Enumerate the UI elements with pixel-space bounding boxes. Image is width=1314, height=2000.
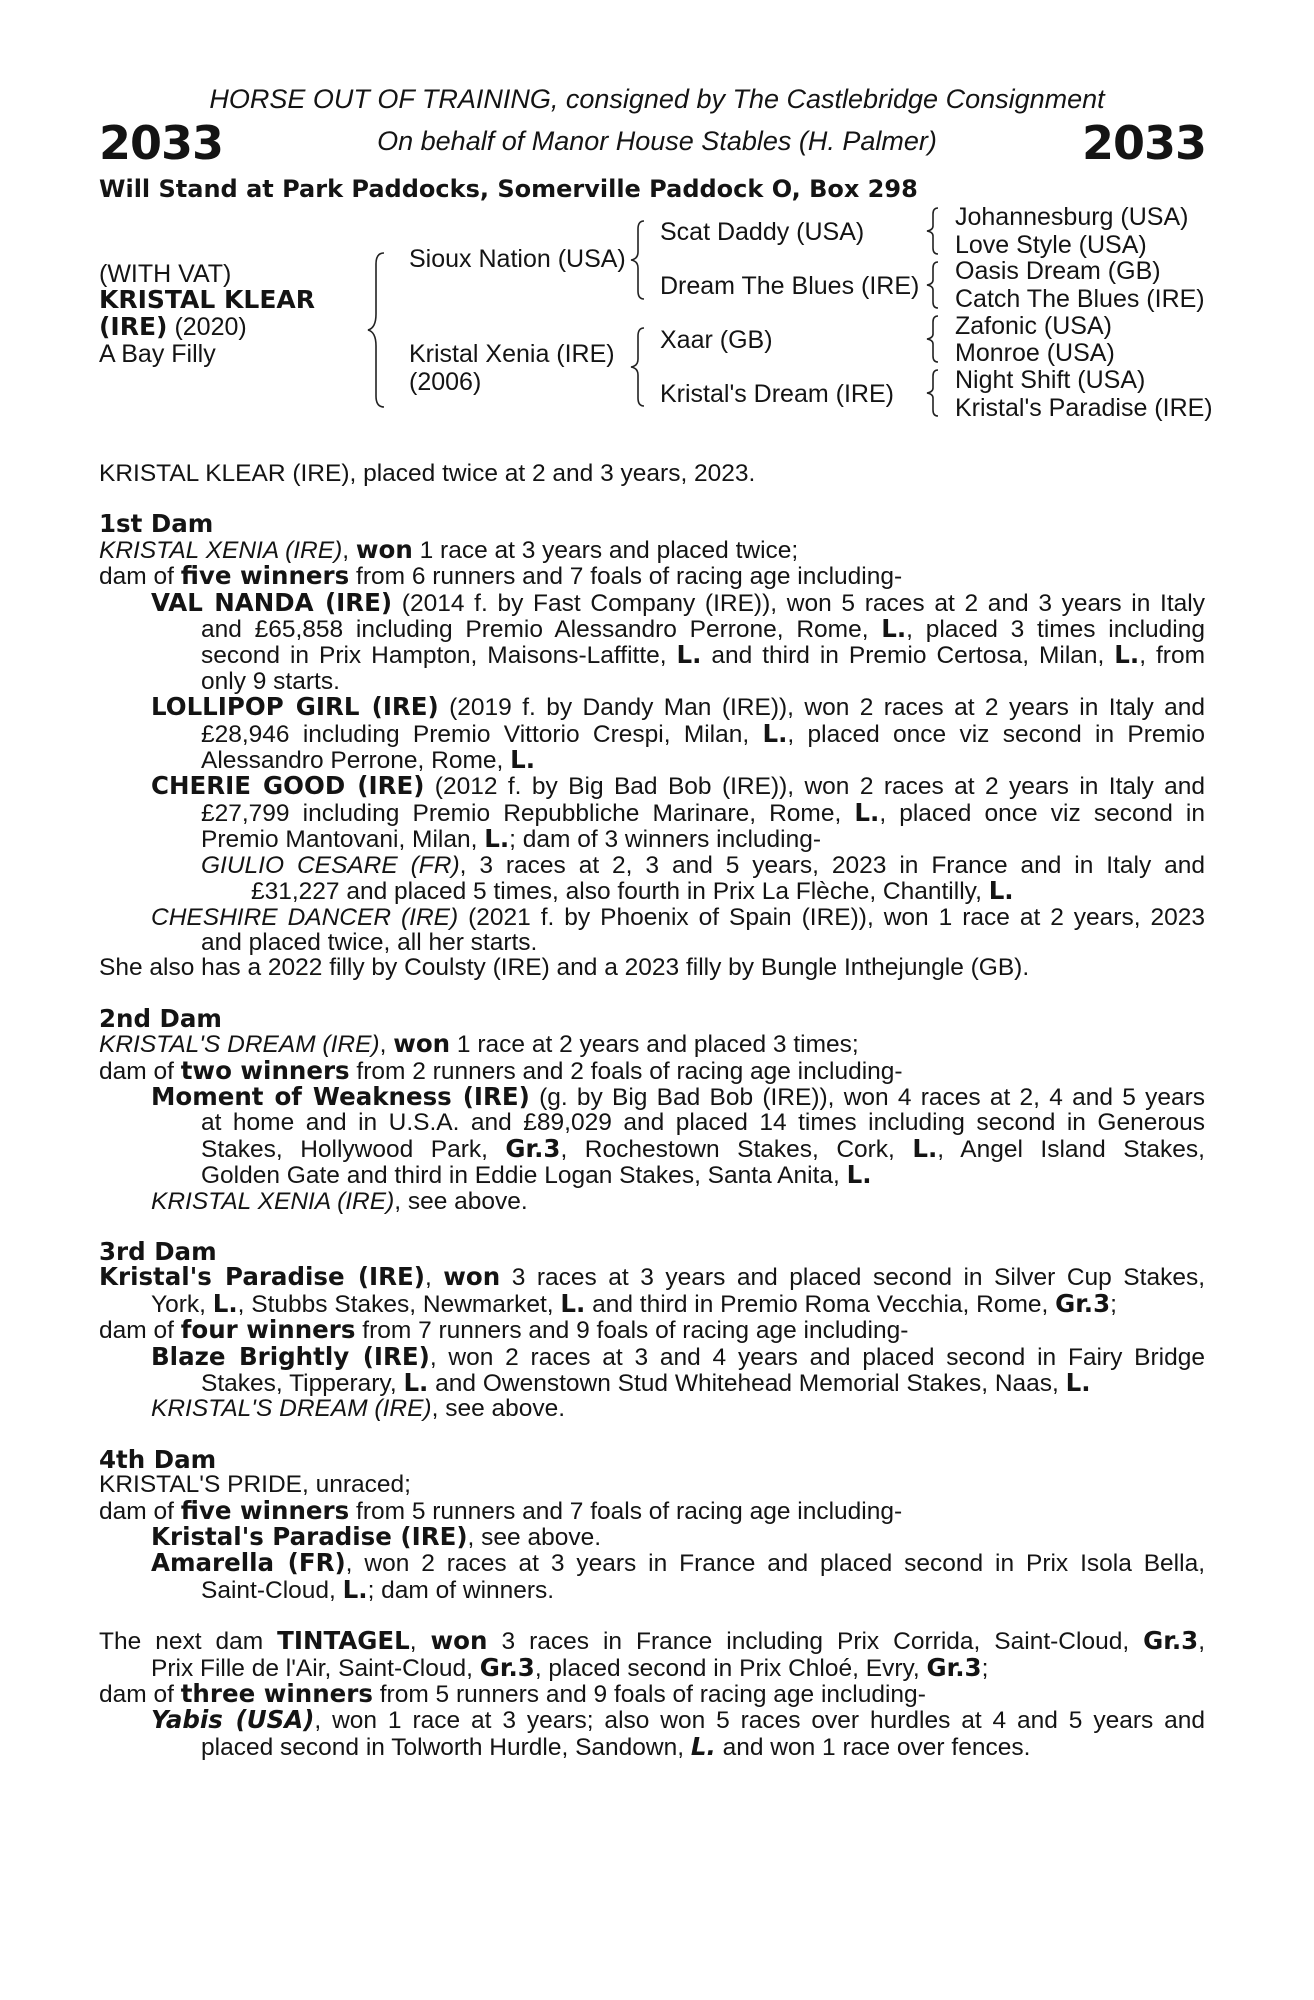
second-dam-section: 2nd Dam KRISTAL'S DREAM (IRE), won 1 race at 2 years and placed 3 times; dam of two winners from 2 runners and 2 foals of racing age including- Moment of Weakness (IRE) (g. by Big Bad Bob (IRE)), won 4 races at 2, 4 and 5 years at home and in U.S.A. and £89,029 and placed 14 times including second in Generous Stakes, Hollywood Park, Gr.3, Rochestown Stakes, Cork, L., Angel Island Stakes, Golden Gate and third in Eddie Logan Stakes, Santa Anita, L. KRISTAL XENIA (IRE), see above. <box>99 1003 1205 1215</box>
produce-entry: Moment of Weakness (IRE) (g. by Big Bad Bob (IRE)), won 4 races at 2, 4 and 5 years <box>151 1081 1205 1111</box>
fourth-dam-section: 4th Dam KRISTAL'S PRIDE, unraced; dam of five winners from 5 runners and 7 foals of racing age including- Kristal's Paradise (IRE), see above. Amarella (FR), won 2 races at 3 years in France and placed second in Prix Isola Bella, Saint-Cloud, L.; dam of winners. <box>99 1444 1206 1604</box>
next-dam-produce: dam of three winners from 5 runners and 9 foals of racing age including- <box>99 1679 926 1709</box>
sire: Sioux Nation (USA) <box>409 245 626 273</box>
third-dam-heading: 3rd Dam <box>99 1236 217 1266</box>
gg-6: Monroe (USA) <box>955 339 1115 367</box>
produce-entry: CHESHIRE DANCER (IRE) (2021 f. by Phoenix of Spain (IRE)), won 1 race at 2 years, 2023 <box>151 903 1205 931</box>
dam: Kristal Xenia (IRE) <box>409 340 615 368</box>
horse-origin: (IRE) (2020) <box>99 312 247 341</box>
consignor-line: HORSE OUT OF TRAINING, consigned by The Castlebridge Consignment <box>209 84 1105 114</box>
sire-sire: Scat Daddy (USA) <box>660 218 865 246</box>
produce-entry: Yabis (USA), won 1 race at 3 years; also won 5 races over hurdles at 4 and 5 years and <box>151 1705 1205 1735</box>
produce-entry: CHERIE GOOD (IRE) (2012 f. by Big Bad Bob (IRE)), won 2 races at 2 years in Italy and <box>151 771 1206 801</box>
lot-number-left: 2033 <box>99 116 224 170</box>
stand-location: Will Stand at Park Paddocks, Somerville Paddock O, Box 298 <box>99 175 918 203</box>
fourth-dam-heading: 4th Dam <box>99 1444 217 1474</box>
gg-7: Night Shift (USA) <box>955 366 1146 394</box>
gg-4: Catch The Blues (IRE) <box>955 285 1205 313</box>
gg-3: Oasis Dream (GB) <box>955 257 1161 285</box>
gg-5: Zafonic (USA) <box>955 312 1112 340</box>
gg-8: Kristal's Paradise (IRE) <box>955 394 1213 422</box>
produce-entry: KRISTAL XENIA (IRE), see above. <box>151 1187 528 1215</box>
brace-g2 <box>924 259 946 311</box>
produce-entry: Kristal's Paradise (IRE), see above. <box>151 1522 602 1552</box>
gg-1: Johannesburg (USA) <box>955 203 1189 231</box>
first-dam-heading: 1st Dam <box>99 509 214 539</box>
first-dam-record: KRISTAL XENIA (IRE), won 1 race at 3 years and placed twice; <box>99 534 799 564</box>
produce-entry: KRISTAL'S DREAM (IRE), see above. <box>151 1395 566 1423</box>
second-dam-produce: dam of two winners from 2 runners and 2 foals of racing age including- <box>99 1055 903 1085</box>
first-dam-produce: dam of five winners from 6 runners and 7 foals of racing age including- <box>99 561 903 591</box>
next-dam-section: The next dam TINTAGEL, won 3 races in France including Prix Corrida, Saint-Cloud, Gr.3, Prix Fille de l'Air, Saint-Cloud, Gr.3, placed second in Prix Chloé, Evry, Gr.3; dam of three winners from 5 runners and 9 foals of racing age including- Yabis (USA), won 1 race at 3 years; also won 5 races over hurdles at 4 and 5 years and placed second in Tolworth Hurdle, Sandown, L. and won 1 race over fences. <box>99 1626 1205 1761</box>
catalogue-body <box>99 461 1205 1760</box>
produce-entry: Blaze Brightly (IRE), won 2 races at 3 and 4 years and placed second in Fairy Bridge <box>151 1341 1205 1371</box>
third-dam-record: Kristal's Paradise (IRE), won 3 races at 3 years and placed second in Silver Cup Stakes, <box>99 1262 1206 1292</box>
second-dam-heading: 2nd Dam <box>99 1003 222 1033</box>
dam-brace <box>628 325 654 409</box>
sire-brace <box>628 218 654 302</box>
third-dam-produce: dam of four winners from 7 runners and 9 foals of racing age including- <box>99 1315 909 1345</box>
main-brace <box>366 250 396 410</box>
vat-label: (WITH VAT) <box>99 260 232 288</box>
brace-g3 <box>924 313 946 365</box>
brace-g1 <box>924 205 946 257</box>
dam-year: (2006) <box>409 368 482 396</box>
race-summary: KRISTAL KLEAR (IRE), placed twice at 2 and 3 years, 2023. <box>99 460 756 487</box>
fourth-dam-record: KRISTAL'S PRIDE, unraced; <box>99 1471 411 1499</box>
horse-description: A Bay Filly <box>99 340 216 368</box>
fourth-dam-produce: dam of five winners from 5 runners and 7 foals of racing age including- <box>99 1495 903 1525</box>
first-dam-section: 1st Dam KRISTAL XENIA (IRE), won 1 race at 3 years and placed twice; dam of five winners from 6 runners and 7 foals of racing age including- VAL NANDA (IRE) (2014 f. by Fast Company (IRE)), won 5 races at 2 and 3 years in Italy and £65,858 including Premio Alessandro Perrone, Rome, L., placed 3 times including second in Prix Hampton, Maisons-Laffitte, L. and third in Premio Certosa, Milan, L., from only 9 starts. LOLLIPOP GIRL (IRE) (2019 f. by Dandy Man (IRE)), won 2 races at 2 years in Italy and £28,946 including Premio Vittorio Crespi, Milan, L., placed once viz second in Premio Alessandro Perrone, Rome, L. CHERIE GOOD (IRE) (2012 f. by Big Bad Bob (IRE)), won 2 races at 2 years in Italy and £27,799 including Premio Repubbliche Marinare, Rome, L., placed once viz second in Premio Mantovani, Milan, L.; dam of 3 winners including- GIULIO CESARE (FR), 3 races at 2, 3 and 5 years, 2023 in France and in Italy and £31,227 and placed 5 times, also fourth in Prix La Flèche, Chantilly, L. CHESHIRE DANCER (IRE) (2021 f. by Phoenix of Spain (IRE)), won 1 race at 2 years, 2023 and placed twice, all her starts. She also has a 2022 filly by Coulsty (IRE) and a 2023 filly by Bungle Inthejungle (GB). <box>99 509 1206 982</box>
third-dam-section: 3rd Dam Kristal's Paradise (IRE), won 3 races at 3 years and placed second in Silver Cup Stakes, York, L., Stubbs Stakes, Newmarket, L. and third in Premio Roma Vecchia, Rome, Gr.3; dam of four winners from 7 runners and 9 foals of racing age including- Blaze Brightly (IRE), won 2 races at 3 and 4 years and placed second in Fairy Bridge Stakes, Tipperary, L. and Owenstown Stud Whitehead Memorial Stakes, Naas, L. KRISTAL'S DREAM (IRE), see above. <box>99 1236 1206 1423</box>
produce-entry: Amarella (FR), won 2 races at 3 years in France and placed second in Prix Isola Bella, <box>151 1548 1206 1578</box>
brace-g4 <box>924 367 946 419</box>
lot-number-right: 2033 <box>1081 116 1206 170</box>
produce-entry: VAL NANDA (IRE) (2014 f. by Fast Company (IRE)), won 5 races at 2 and 3 years in Italy <box>151 587 1205 617</box>
sire-dam: Dream The Blues (IRE) <box>660 272 920 300</box>
produce-entry: LOLLIPOP GIRL (IRE) (2019 f. by Dandy Man (IRE)), won 2 races at 2 years in Italy and <box>151 692 1205 722</box>
other-produce: She also has a 2022 filly by Coulsty (IRE) and a 2023 filly by Bungle Inthejungle (GB). <box>99 954 1030 982</box>
vendor-line: On behalf of Manor House Stables (H. Palmer) <box>377 126 937 156</box>
produce-entry: GIULIO CESARE (FR), 3 races at 2, 3 and 5 years, 2023 in France and in Italy and <box>201 851 1205 879</box>
next-dam-record: The next dam TINTAGEL, won 3 races in France including Prix Corrida, Saint-Cloud, Gr.3, <box>99 1626 1205 1656</box>
gg-2: Love Style (USA) <box>955 231 1147 259</box>
dam-sire: Xaar (GB) <box>660 326 773 354</box>
dam-dam: Kristal's Dream (IRE) <box>660 380 894 408</box>
horse-name: KRISTAL KLEAR <box>99 285 316 314</box>
second-dam-record: KRISTAL'S DREAM (IRE), won 1 race at 2 years and placed 3 times; <box>99 1029 859 1059</box>
